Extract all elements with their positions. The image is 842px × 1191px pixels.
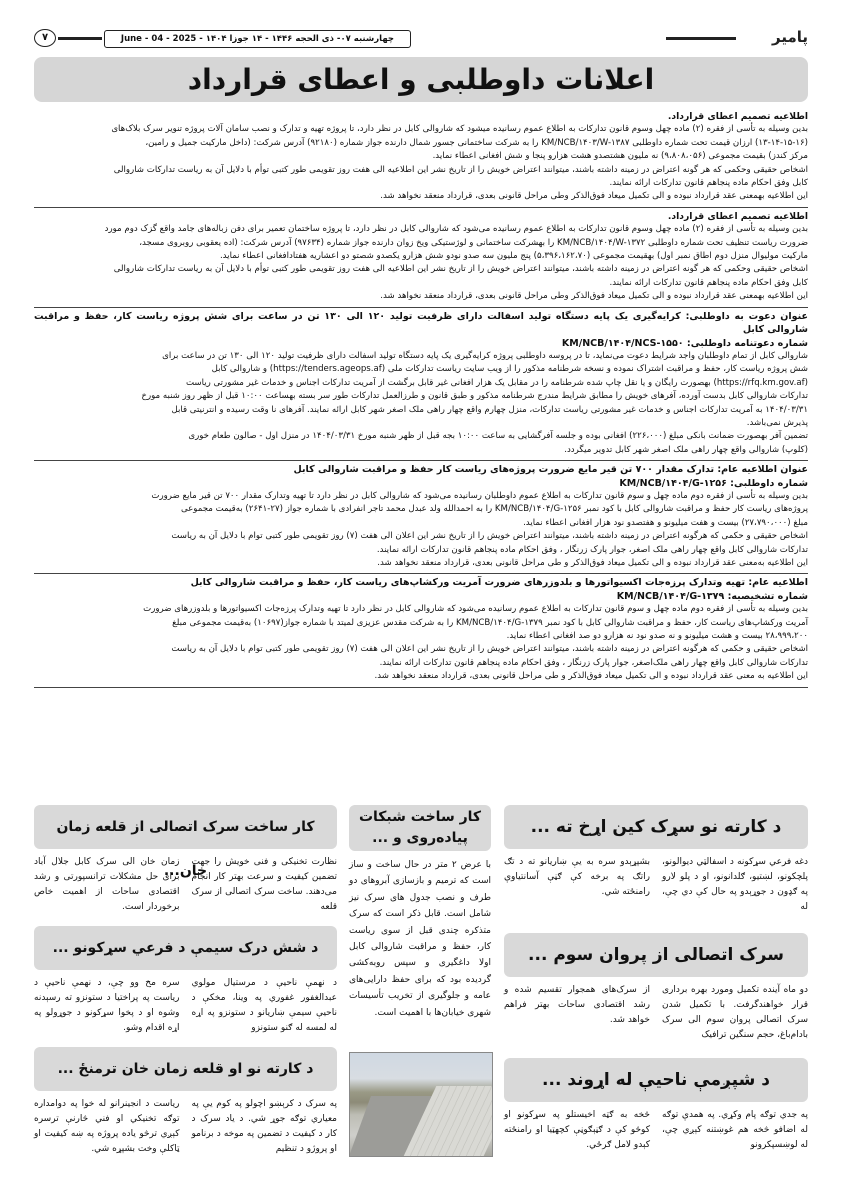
notice-line: ضرورت ریاست تنظیف تحت شماره داوطلبی KM/NCB/۱۴۰۴/W-۱۳۷۲ را بهشرکت ساختمانی و لوژستیکی ویخ زوان دارنده جواز شماره (۹۷۶۳۴) آدرس شرکت: (اده یعقوبی روبروی مسجد، [139,237,808,248]
headline[interactable]: د شش درک سیمې د فرعي سړکونو ... [34,926,337,970]
notice-line: (کلوپ) شاروالی واقع چهار راهی ملک اصغر شهر کابل تدویر میگردد. [564,444,808,455]
notice-title: عنوان دعوت به داوطلبی: کرایه‌گیری یک پایه دستگاه تولید اسفالت دارای ظرفیت تولید ۱۲۰ الی ۱۳۰ تن در ساعت برای شش پروژه ریاست کار، حفظ و مراقبت شاروالی کابل [34,310,808,336]
headline[interactable]: د کارته نو او قلعه زمان خان ترمنځ ... [34,1047,337,1091]
news-right-bottom [504,1058,808,1153]
notice-line: تضمین آفر بهصورت ضمانت بانکی مبلغ (۲۲۶،۰۰۰) افغانی بوده و جلسه آفرگشایی به ساعت ۱۰:۰۰ بجه قبل از ظهر شنبه مورخ ۱۴۰۴/۰۳/۳۱ در منزل اول - صالون طعام خوری [188,431,808,442]
notice-line: (۱۳-۱۴-۱۵-۱۶) ارزان قیمت تحت شماره داوطلبی KM/NCB/۱۴۰۳/W-۱۳۸۷ را به شرکت ساختمانی جسور شمال دارنده جواز شماره (۹۲۱۸۰) آدرس شرکت: (داخل مارکیت جمیل و رامین، [145,137,808,148]
notice-line: اشخاص حقیقی و حکمی که هرگونه اعتراض در زمینه داشته باشند، میتوانند اعتراض خویش را از تاریخ نشر این اعلان الی هفت (۷) روز تقویمی طور کتبی توام با دلایل آن به ریاست [171,644,808,655]
notice-subtitle: شماره تشخیصیه: KM/NCB/۱۴۰۴/G-۱۳۷۹ [616,590,808,602]
header-rule [666,37,736,40]
notice-line: پروژه‌های ریاست کار حفظ و مراقبت شاروالی کابل با کود نمبر KM/NCB/۱۴۰۴/G-۱۲۵۶ را به احمدالله ولد عبدل محمد تاجر انفرادی با شماره جواز (۲۷-۲۶۴۱) به‌قیمت مجموعی [181,504,808,515]
article-text: دو ماه آینده تکمیل ومورد بهره برداری قرار خواهندگرفت. با تکمیل شدن سرک اتصالی پروان سوم الی سرک بادام‌باغ، حجم سنگین ترافیک [662,985,808,1040]
notice-line: کابل وفق احکام ماده پنجاهم قانون تدارکات ارائه نمایند. [609,277,808,288]
notice-line: مبلغ (۲۷،۷۹۰،۰۰۰) بیست و هفت میلیونو و هفتصدو نود هزار افغانی اعطاء نماید. [523,517,808,528]
notice-subtitle: شماره داوطلبی: KM/NCB/۱۴۰۴/G-۱۲۵۶ [619,477,808,489]
notice-line: این اطلاعیه به‌معنی عقد قرارداد نبوده و الی تکمیل میعاد فوق‌الذکر و طی مراحل قانونی بعدی، قرارداد منعقد نخواهد شد. [377,558,808,568]
notice-line: مارکیت مولیوال منزل دوم اطاق نمبر اول) بهقیمت مجموعی (۵،۳۹۶،۱۶۲،۷۰) پنج ملیون سه صدو نودو شش هزارو یکصدو شصتو دو اعشاریه هفتادافغانی اعطاء نماید. [219,251,808,262]
notice-line: این اطلاعیه بهمعنی عقد قرارداد نبوده و الی تکمیل میعاد فوق‌الذکر وطی مراحل قانونی بعدی، قرارداد منعقد نخواهد شد. [380,191,808,202]
news-middle [349,805,491,1021]
notice-line: بدین وسیله به تأسی از فقره (۲) ماده چهل وسوم قانون تدارکات به اطلاع عموم رسانیده میشود که شاروالی کابل در نظر دارد، تا پروژه تهیه و تدارک و نصب سامان آلات پروژه تنویر سرک بلاک‌های [111,124,808,135]
article-text: په جدي توګه پام وکړي. په همدې توګه له اضافو څخه هم غوښتنه کېږي چې، له لوښسپکرونو [662,1110,808,1150]
issue-date: چهارشنبه ۰۷- ذی الحجه ۱۴۴۶ - ۱۴ جوزا ۱۴۰۴ - June - 04 - 2025 [104,30,411,48]
article-text: څخه به ګټه اخیستلو په سړکونو او کوڅو کې د ګڼېګوڼې کچهټیا او رامنځته کېدو لامل ګرځي. [504,1110,650,1150]
article-text: با عرض ۲ متر در حال ساخت و ساز است که ترمیم و بازسازی آبروهای دو طرف و نصب جدول های سرک نیز شامل است. قابل ذکر است که سرک متذکره چندی قبل از سوی ریاست کار، حفظ و مراقبت شاروالی کابل اولا داغگیری و سپس روبه‌کشی گردیده بود که برای حفظ دارایی‌های عامه و جلوگیری از تخریب تأسیسات شهری خیابان‌ها با اهمیت است. [349,860,491,1018]
notice-line: مرکز کندز) بقیمت مجموعی (۹،۸۰۸،۰۵۶) نه ملیون هشتصدو هشت هزارو پنجا و شش افغانی اعطاء نماید. [432,151,808,162]
road-construction-photo [349,1052,493,1157]
notice-line: بدین وسیله به تأسی از فقره دوم ماده چهل و سوم قانون تدارکات به اطلاع عموم رسانیده می‌شود که شاروالی کابل در نظر دارد تا تهیه وتدارک پرزه‌جات اکسیواتورها و بلدوزرهای ضرورت [143,604,808,615]
notice-title: اطلاعیه تصمیم اعطای قرارداد. [667,111,808,122]
notice-line: اشخاص حقیقی و حکمی که هرگونه اعتراض در زمینه داشته باشند، میتوانند اعتراض خویش را از تاریخ نشر این اعلان الی هفت (۷) روز تقویمی طور کتبی توام با دلایل آن به ریاست [171,531,808,542]
notice-line: تدارکات شاروالی کابل واقع چهار راهی ملک اصغر، جوار پارک زرنگار ، وفق احکام ماده پنجاهم قانون تدارکات ارائه نمایند. [376,544,808,555]
notice-line: ۱۴۰۴/۰۳/۳۱ به آمریت تدارکات اجناس و خدمات غیر مشورتی ریاست تدارکات، منزل چهارم واقع چهار راهی ملک اصغر شهر کابل ارائه نمایند. آفرهای نا وقت رسیده و انترنیتی قابل [171,404,808,415]
headline[interactable]: کار ساخت شبکات پیاده‌روی و ... [349,805,491,851]
news-left-top [34,805,337,915]
notice-line: آمریت ورکشاپ‌های ریاست کار، حفظ و مراقبت شاروالی کابل با کود نمبر KM/NCB/۱۴۰۴/G-۱۳۷۹ را به شرکت مقدس عزیزی لمیتد با شماره جواز(۱۰۶۹۷) به‌قیمت مجموعی مبلغ [172,617,808,628]
headline[interactable]: د شپږمې ناحيې له اړوند ... [504,1058,808,1102]
news-right-mid [504,933,808,1043]
notice-3 [34,308,808,461]
page-header [34,28,808,48]
notice-line: اشخاص حقیقی وحکمی که هر گونه اعتراض در زمینه داشته باشند، میتوانند اعتراض خویش را از تاریخ نشر این اطلاعیه الی هفت روز تقویمی طور کتبی توأم با دلایل آن به ریاست تدارکات شاروالی [113,164,808,175]
article-text: زمان خان الی سرک کابل جلال آباد برای حل مشکلات ترانسپورتی و رشد اقتصادی ساحات از اهمیت خاص برخوردار است. [34,857,180,912]
notice-4 [34,461,808,574]
section-banner: اعلانات داوطلبی و اعطای قرارداد [34,57,808,102]
brand-logo: پامیر [771,28,808,46]
notice-line: پذیرش نمی‌باشد. [746,417,808,428]
notice-title: اطلاعیه عام: تهیه وتدارک پرزه‌جات اکسیواتورها و بلدوزرهای ضرورت آمریت ورکشاپ‌های ریاست کار، حفظ و مراقبت شاروالی کابل [190,577,808,589]
notice-2 [34,208,808,308]
article-text: ریاست د انجینرانو له خوا په دوامداره توګه تخنیکي او فني څارنې ترسره کېږي ترڅو یاده پروژه په ښه کیفیت او ټاکلې وخت بشپړه شي. [34,1099,180,1154]
notice-title: عنوان اطلاعیه عام: تدارک مقدار ۷۰۰ تن قیر مایع ضرورت پروژه‌های ریاست کار حفظ و مراقبت شاروالی کابل [293,464,808,476]
notice-line: ۲۸،۹۹۹،۲۰۰ بیست و هشت میلیونو و نه صدو نود نه هزارو دو صد افغانی اعطاء نماید. [506,631,808,642]
notice-line: شش پروژه ریاست کار، حفظ و مراقبت اشتراک نموده و نسخه شرطنامه مذکور را از ویب سایت ریاست تدارکات ملی (https://tenders.ageops.af) و شاروالی کابل [211,364,808,375]
notice-line: تدارکات شاروالی کابل واقع چهار راهی ملک‌اصغر، جوار پارک زرنگار ، وفق احکام ماده پنجاهم قانون تدارکات ارائه نمایند. [379,657,808,668]
notice-line: تدارکات شاروالی کابل بدست آورده، آفرهای خویش را مطابق شرایط مندرج شرطنامه مذکور و طبق قانون و طرزالعمل تدارکات طور سر بسته بهساعت ۱۰:۰۰ قبل از ظهر روز شنبه مورخ [141,391,808,402]
notice-title: اطلاعیه تصمیم اعطای قرارداد. [667,210,808,222]
notice-line: بدین وسیله به تأسی از فقره (۲) ماده چهل وسوم قانون تدارکات به اطلاع عموم رسانیده می‌شود که شاروالی کابل در نظر دارد، تا پروژه ساختمان تعمیر برای دفن زباله‌های جامد واقع گزک دوم مورد [104,224,808,235]
headline[interactable]: کار ساخت سرک اتصالی از قلعه زمان خان... [34,805,337,849]
article-text: دغه فرعي سړکونه د اسفالټي ديوالونو، پلچکونو، لښتيو، ګلدانونو، او د پلو لارو په ګډون د جوړېدو په حال کې دي چې، له [662,857,808,912]
notice-line: شاروالی کابل از تمام داوطلبان واجد شرایط دعوت می‌نماید، تا در پروسه داوطلبی پروژه کرایه‌گیری یک پایه دستگاه تولید اسفالت دارای ظرفیت تولید ۱۲۰ الی ۱۳۰ تن در ساعت برای [162,350,808,361]
notice-line: این اطلاعیه بهمعنی عقد قرارداد نبوده و الی تکمیل میعاد فوق‌الذکر وطی مراحل قانونی بعدی، قرارداد منعقد نخواهد شد. [380,291,808,302]
article-text: په سرک د کرېښو اچولو په کوم یې په معیاري توګه جوړ شي. د یاد سرک د کار د کیفیت د تضمین په موخه د برنامو او پروژو د تنظیم [191,1099,337,1154]
news-right-top [504,805,808,915]
notice-line: (https://rfq.km.gov.af) بهصورت رایگان و یا نقل چاپ شده شرطنامه را در مقابل یک هزار افغانی غیر قابل برگشت از آمریت تدارکات اجناس و خدمات غیر مشورتی ریاست [185,377,808,388]
notices-section [34,108,808,688]
notice-1 [34,108,808,208]
article-text: نظارت تخنیکی و فنی خویش را جهت تضمین کیفیت و سرعت بهتر کار انجام می‌دهند. ساخت سرک اتصالی از سرک قلعه [191,857,337,912]
notice-line: بدین وسیله به تأسی از فقره دوم ماده چهل و سوم قانون تدارکات به اطلاع عموم داوطلبان رسانیده می‌شود که شاروالی کابل در نظر دارد تا تهیه وتدارک مقدار ۷۰۰ تن قیر مایع ضرورت [151,490,808,501]
news-left-bottom [34,1047,337,1157]
notice-line: اشخاص حقیقی وحکمی که هر گونه اعتراض در زمینه داشته باشند، میتوانند اعتراض خویش را از تاریخ نشر این اطلاعیه الی هفت روز تقویمی طور کتبی توأم با دلایل آن به ریاست تدارکات شاروالی [113,264,808,275]
headline[interactable]: سرک اتصالی از پروان سوم ... [504,933,808,977]
article-text: سره مخ وو چې، د نهمې ناحیې د ریاست په پراختیا د ستونزو ته رسېدنه وشوه او د پخوا سړکونو د جوړولو په اړه اقدام وشو. [34,978,180,1033]
article-text: د نهمې ناحیې د مرستیال مولوي عبدالغفور غفوري په وینا، مخکې د ناحیې سیمې ښاریانو د ستونزو په اړه له لمسه له ګنو ستونزو [191,978,337,1033]
page-number: ۷ [34,29,56,47]
article-text: از سرک‌های همجوار تقسیم شده و رشد اقتصادی ساحات بهتر فراهم خواهد شد. [504,985,650,1025]
header-rule-left [58,37,102,40]
notice-line: کابل وفق احکام ماده پنجاهم قانون تدارکات ارائه نمایند. [609,178,808,189]
article-text: بشپړېدو سره به یې ښاریانو ته د تګ راتګ په برخه کې ګڼې آسانتیاوې رامنځته شي. [504,857,650,897]
notice-line: این اطلاعیه به معنی عقد قرارداد نبوده و الی تکمیل میعاد فوق‌الذکر و طی مراحل قانونی بعدی، قرارداد منعقد نخواهد شد. [374,671,808,682]
notice-5 [34,574,808,687]
headline[interactable]: د کارته نو سړک کین اړخ ته ... [504,805,808,849]
notice-subtitle: شماره دعوتنامه داوطلبی: KM/NCB/۱۴۰۴/NCS-۱۵۵۰ [561,337,808,349]
news-left-mid [34,926,337,1036]
